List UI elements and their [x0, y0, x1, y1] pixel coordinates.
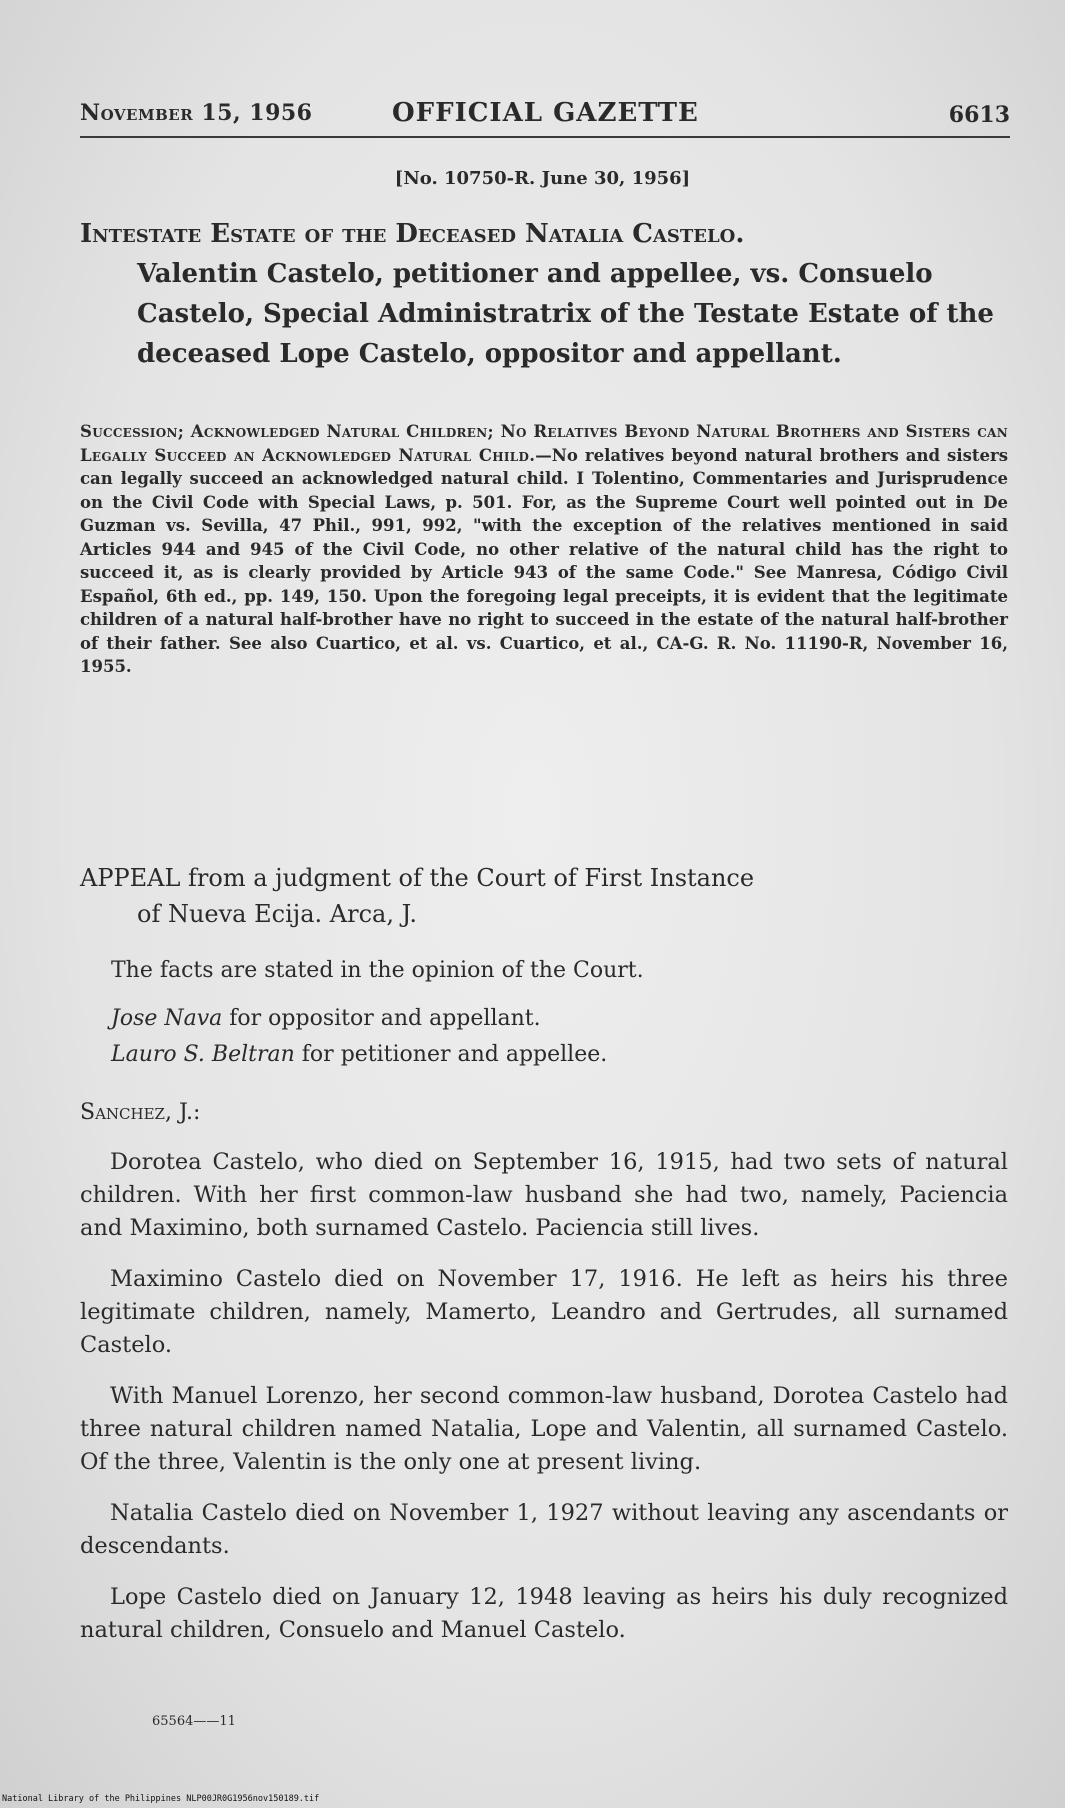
page-number: 6613: [948, 102, 1010, 128]
counsel-name: Lauro S. Beltran: [111, 1042, 295, 1067]
appeal-line: [80, 860, 1008, 932]
appeal-first-line: APPEAL from a judgment of the Court of First Instance: [80, 864, 755, 892]
page-header: [80, 96, 1010, 138]
counsel-role: for oppositor and appellant.: [222, 1006, 541, 1031]
case-number: [No. 10750-R. June 30, 1956]: [394, 168, 691, 189]
syllabus-heading: Succession; Acknowledged Natural Children; No Relatives Beyond Natural Brothers and Sisters can Legally Succeed an Acknowledged Natural Child.: [80, 422, 1008, 465]
scan-footer: National Library of the Philippines NLP00JR0G1956nov150189.tif: [2, 1794, 320, 1804]
print-code: 65564——11: [152, 1714, 236, 1729]
counsel-role: for petitioner and appellee.: [294, 1042, 608, 1067]
appeal-second-line: of Nueva Ecija. Arca, J.: [137, 900, 417, 928]
opinion-paragraph: Natalia Castelo died on November 1, 1927 without leaving any ascendants or descendants.: [80, 1500, 1008, 1559]
header-date: November 15, 1956: [80, 100, 313, 126]
case-title: [80, 214, 1010, 374]
counsel-petitioner: [111, 1042, 607, 1067]
case-title-first-line: Intestate Estate of the Deceased Natalia Castelo.: [80, 219, 745, 249]
facts-statement: The facts are stated in the opinion of the Court.: [111, 958, 644, 983]
counsel-oppositor: [111, 1006, 541, 1031]
opinion-paragraph: Maximino Castelo died on November 17, 1916. He left as heirs his three legitimate children, namely, Mamerto, Leandro and Gertrudes, all surnamed Castelo.: [80, 1266, 1008, 1358]
opinion-paragraph: Lope Castelo died on January 12, 1948 leaving as heirs his duly recognized natural children, Consuelo and Manuel Castelo.: [80, 1584, 1008, 1643]
header-title: OFFICIAL GAZETTE: [392, 98, 699, 128]
syllabus-body: —No relatives beyond natural brothers and sisters can legally succeed an acknowledged natural child. I Tolentino, Commentaries and Jurisprudence on the Civil Code with Special Laws, p. 501. For, as the Supreme Court well pointed out in De Guzman vs. Sevilla, 47 Phil., 991, 992, "with the exception of the relatives mentioned in said Articles 944 and 945 of the Civil Code, no other relative of the natural child has the right to succeed it, as is clearly provided by Article 943 of the same Code." See Manresa, Código Civil Español, 6th ed., pp. 149, 150. Upon the foregoing legal preceipts, it is evident that the legitimate children of a natural half-brother have no right to succeed in the estate of the natural half-brother of their father. See also Cuartico, et al. vs. Cuartico, et al., CA-G. R. No. 11190-R, November 16, 1955.: [80, 445, 1008, 676]
ponente: Sanchez, J.:: [80, 1100, 201, 1125]
opinion-paragraph: With Manuel Lorenzo, her second common-law husband, Dorotea Castelo had three natural children named Natalia, Lope and Valentin, all surnamed Castelo. Of the three, Valentin is the only one at present living.: [80, 1383, 1008, 1475]
opinion-paragraph: Dorotea Castelo, who died on September 16, 1915, had two sets of natural children. With her first common-law husband she had two, namely, Paciencia and Maximino, both surnamed Castelo. Paciencia still lives.: [80, 1149, 1008, 1241]
opinion-body: [80, 1146, 1008, 1665]
syllabus: [80, 420, 1008, 679]
case-title-parties: Valentin Castelo, petitioner and appellee, vs. Consuelo Castelo, Special Administratrix of the Testate Estate of the deceased Lope Castelo, oppositor and appellant.: [137, 259, 994, 369]
counsel-name: Jose Nava: [111, 1006, 223, 1031]
